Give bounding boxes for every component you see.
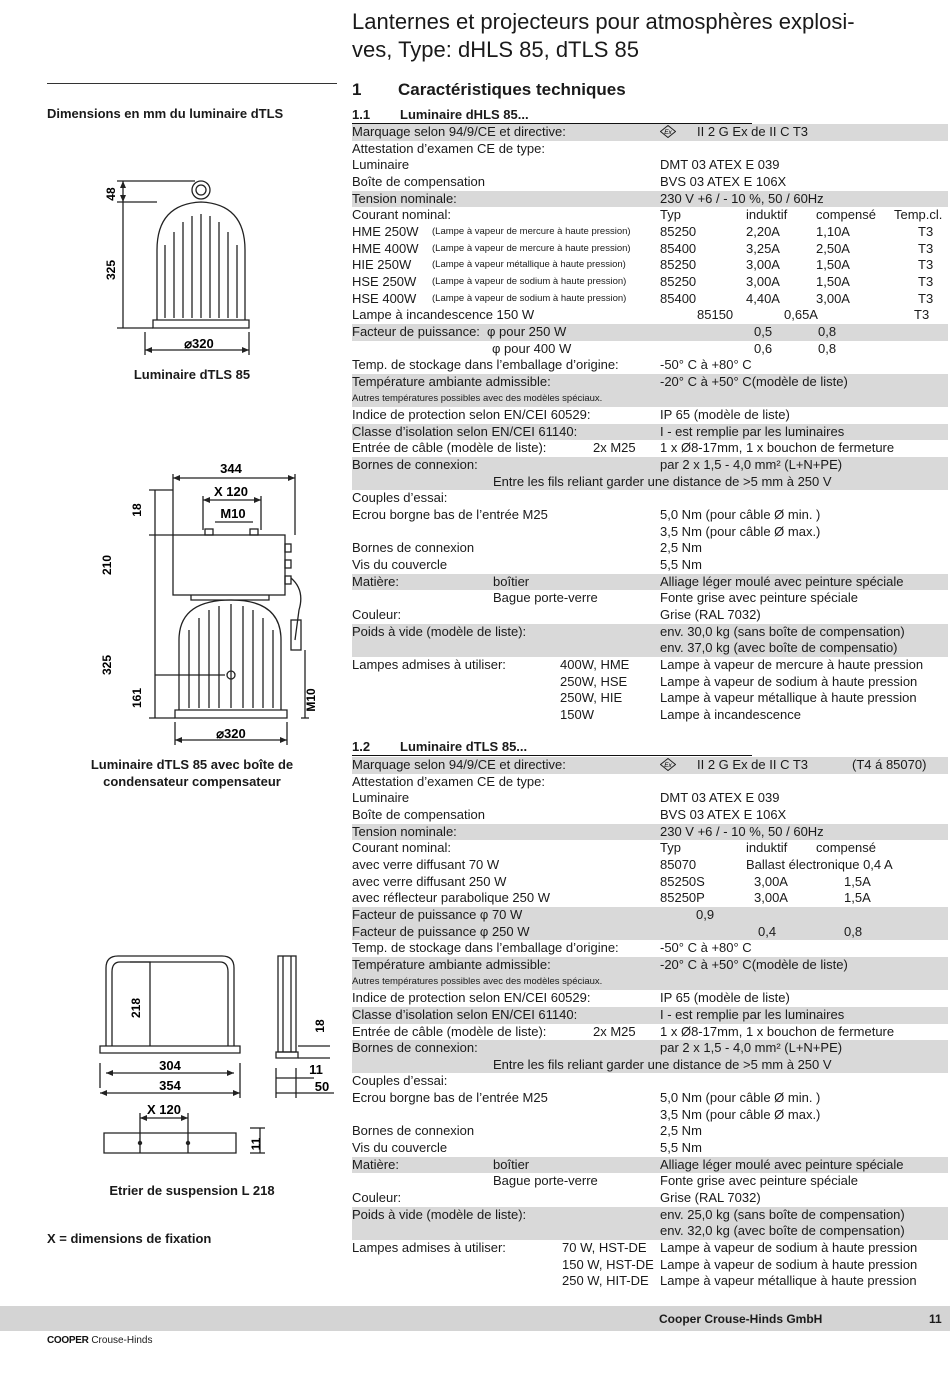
spec-cell: Facteur de puissance φ 70 W: [352, 906, 523, 922]
spec-row: [352, 857, 948, 874]
fig3-dim-304: 304: [159, 1058, 181, 1073]
spec-cell: Entrée de câble (modèle de liste):: [352, 1023, 547, 1039]
fig2-dim-161: 161: [130, 687, 144, 709]
spec-row: [352, 391, 948, 408]
spec-cell: -50° C à +80° C: [660, 940, 752, 956]
spec-cell: Bornes de connexion:: [352, 1040, 478, 1056]
spec-cell: 0,5: [754, 323, 773, 339]
spec-row: [352, 1090, 948, 1107]
spec-cell: Autres températures possibles avec des modèles spéciaux.: [352, 975, 603, 987]
spec-row: [352, 657, 948, 674]
fixing-dimensions-note: X = dimensions de fixation: [47, 1231, 212, 1246]
spec-cell: Indice de protection selon EN/CEI 60529:: [352, 990, 591, 1006]
spec-cell: -50° C à +80° C: [660, 357, 752, 373]
spec-row: [352, 940, 948, 957]
spec-cell: Attestation d’examen CE de type:: [352, 140, 545, 156]
spec-cell: Fonte grise avec peinture spéciale: [660, 1173, 859, 1189]
spec-cell: Tension nominale:: [352, 190, 457, 206]
fig3-dim-18: 18: [313, 1019, 327, 1033]
spec-cell: Couleur:: [352, 1190, 402, 1206]
spec-row: [352, 1073, 948, 1090]
spec-cell: Typ: [660, 840, 681, 856]
spec-cell: Fonte grise avec peinture spéciale: [660, 590, 859, 606]
spec-cell: Marquage selon 94/9/CE et directive:: [352, 124, 566, 139]
spec-cell: 5,0 Nm (pour câble Ø min. ): [660, 507, 821, 523]
spec-cell: 85250S: [660, 873, 705, 889]
spec-cell: Boîte de compensation: [352, 806, 485, 822]
spec-cell: Lampes admises à utiliser:: [352, 1240, 506, 1256]
fig3-dim-x120: X 120: [147, 1102, 181, 1117]
spec-cell: par 2 x 1,5 - 4,0 mm² (L+N+PE): [660, 1040, 843, 1056]
fig3-dim-11-b: 11: [249, 1137, 263, 1151]
spec-cell: II 2 G Ex de II C T3: [697, 124, 809, 139]
spec-cell: 250W, HIE: [560, 690, 623, 706]
figure-suspension-bracket: [90, 948, 340, 1178]
spec-cell: Grise (RAL 7032): [660, 607, 761, 623]
spec-row: [352, 1190, 948, 1207]
spec-cell: BVS 03 ATEX E 106X: [660, 173, 787, 189]
spec-cell: Lampe à incandescence 150 W: [352, 307, 535, 323]
spec-row: [352, 774, 948, 791]
spec-cell: Poids à vide (modèle de liste):: [352, 1206, 527, 1222]
fig2-dim-m10: M10: [220, 506, 246, 521]
spec-cell: 2,5 Nm: [660, 540, 702, 556]
spec-cell: 1,50A: [816, 257, 850, 273]
section-heading: [352, 80, 912, 100]
spec-cell: Couples d’essai:: [352, 1073, 448, 1089]
spec-row: [352, 141, 948, 158]
luminaire-drawing: [95, 160, 265, 360]
spec-cell: env. 25,0 kg (sans boîte de compensation): [660, 1206, 905, 1222]
spec-cell: Lampe à vapeur métallique à haute pression: [660, 1273, 917, 1289]
spec-row: [352, 624, 948, 641]
spec-row: [352, 640, 948, 657]
spec-cell: (Lampe à vapeur de sodium à haute pression): [432, 275, 627, 287]
spec-cell: induktif: [746, 207, 788, 223]
spec-row: [352, 1240, 948, 1257]
logo-bold: COOPER: [47, 1335, 89, 1346]
spec-row: [352, 1140, 948, 1157]
spec-cell: 230 V +6 / - 10 %, 50 / 60Hz: [660, 190, 824, 206]
spec-row: [352, 257, 948, 274]
fig1-caption: Luminaire dTLS 85: [133, 367, 251, 382]
spec-row: [352, 1207, 948, 1224]
spec-cell: Luminaire: [352, 790, 410, 806]
footer-company: Cooper Crouse-Hinds GmbH: [659, 1312, 823, 1326]
spec-row: [352, 124, 948, 141]
subsection-1-1-number: 1.1: [352, 107, 371, 122]
spec-row: [352, 207, 948, 224]
spec-cell: Facteur de puissance:: [352, 323, 480, 339]
spec-row: [352, 440, 948, 457]
spec-row: [352, 241, 948, 258]
spec-cell: 5,5 Nm: [660, 557, 702, 573]
spec-cell: 85070: [660, 856, 697, 872]
spec-cell: 0,4: [758, 923, 777, 939]
spec-cell: I - est remplie par les luminaires: [660, 423, 845, 439]
spec-row: [352, 307, 948, 324]
spec-cell: (Lampe à vapeur de mercure à haute pression): [432, 242, 631, 254]
fig1-dim-320: ⌀320: [184, 336, 214, 351]
ex-mark-icon: [660, 125, 676, 138]
page-title: [352, 8, 932, 64]
spec-table-dtls: [352, 757, 948, 1290]
spec-row: [352, 341, 948, 358]
spec-cell: 400W, HME: [560, 657, 630, 672]
spec-cell: Vis du couvercle: [352, 1140, 448, 1156]
spec-row: [352, 407, 948, 424]
spec-cell: boîtier: [493, 573, 530, 589]
spec-cell: Autres températures possibles avec des modèles spéciaux.: [352, 392, 603, 404]
spec-cell: env. 30,0 kg (sans boîte de compensation): [660, 623, 905, 639]
spec-cell: I - est remplie par les luminaires: [660, 1006, 845, 1022]
spec-cell: T3: [918, 240, 934, 256]
subsection-1-1-title: Luminaire dHLS 85...: [400, 107, 529, 122]
spec-row: [352, 974, 948, 991]
svg-text:Ex: Ex: [664, 762, 672, 769]
spec-cell: Bornes de connexion: [352, 1123, 475, 1139]
spec-cell: 0,8: [818, 323, 837, 339]
spec-row: [352, 840, 948, 857]
spec-cell: 250W, HSE: [560, 673, 628, 689]
spec-row: [352, 507, 948, 524]
svg-text:Ex: Ex: [664, 129, 672, 136]
spec-row: [352, 1273, 948, 1290]
spec-cell: Classe d’isolation selon EN/CEI 61140:: [352, 1006, 578, 1022]
spec-row: [352, 757, 948, 774]
fig3-caption: Etrier de suspension L 218: [109, 1183, 275, 1198]
spec-cell: -20° C à +50° C(modèle de liste): [660, 956, 848, 972]
fig1-dim-48: 48: [104, 187, 118, 201]
spec-cell: 2x M25: [593, 1023, 636, 1039]
spec-row: [352, 424, 948, 441]
spec-cell: 2,5 Nm: [660, 1123, 702, 1139]
spec-row: [352, 291, 948, 308]
spec-cell: HSE 400W: [352, 290, 417, 306]
spec-cell: compensé: [816, 840, 876, 856]
spec-cell: Classe d’isolation selon EN/CEI 61140:: [352, 423, 578, 439]
spec-row: [352, 357, 948, 374]
figure-luminaire-with-box: [95, 460, 335, 750]
spec-cell: T3: [918, 223, 934, 239]
spec-row: [352, 924, 948, 941]
spec-cell: Courant nominal:: [352, 207, 451, 223]
spec-cell: 1 x Ø8-17mm, 1 x bouchon de fermeture: [660, 440, 895, 456]
spec-cell: 5,5 Nm: [660, 1140, 702, 1156]
spec-cell: 85400: [660, 290, 697, 306]
spec-cell: T3: [918, 273, 934, 289]
spec-cell: T3: [914, 307, 930, 323]
spec-cell: Température ambiante admissible:: [352, 956, 551, 972]
fig3-dim-11: 11: [309, 1062, 323, 1077]
subsection-1-1-heading: [352, 107, 752, 124]
ex-mark-icon: [660, 758, 676, 771]
spec-cell: Alliage léger moulé avec peinture spéciale: [660, 573, 904, 589]
spec-cell: DMT 03 ATEX E 039: [660, 790, 780, 806]
spec-cell: (Lampe à vapeur de mercure à haute pression): [432, 225, 631, 237]
spec-cell: induktif: [746, 840, 788, 856]
spec-cell: 5,0 Nm (pour câble Ø min. ): [660, 1090, 821, 1106]
spec-cell: HME 250W: [352, 223, 419, 239]
spec-cell: Facteur de puissance φ 250 W: [352, 923, 530, 939]
spec-cell: 0,8: [844, 923, 863, 939]
spec-cell: 3,5 Nm (pour câble Ø max.): [660, 1106, 821, 1122]
spec-row: [352, 907, 948, 924]
spec-cell: 70 W, HST-DE: [562, 1240, 647, 1256]
spec-row: [352, 807, 948, 824]
spec-row: [352, 1024, 948, 1041]
spec-row: [352, 824, 948, 841]
spec-row: [352, 674, 948, 691]
spec-cell: φ pour 400 W: [492, 340, 572, 356]
spec-cell: Temp. de stockage dans l’emballage d’origine:: [352, 357, 619, 373]
spec-row: [352, 1040, 948, 1057]
fig2-dim-320: ⌀320: [216, 726, 246, 741]
spec-cell: Tension nominale:: [352, 823, 457, 839]
spec-cell: Lampe à vapeur de mercure à haute pression: [660, 657, 924, 672]
spec-row: [352, 474, 948, 491]
spec-row: [352, 490, 948, 507]
spec-cell: par 2 x 1,5 - 4,0 mm² (L+N+PE): [660, 457, 843, 473]
spec-cell: Lampe à vapeur de sodium à haute pression: [660, 1240, 918, 1256]
spec-cell: Ecrou borgne bas de l’entrée M25: [352, 1090, 548, 1106]
spec-cell: avec verre diffusant 250 W: [352, 873, 507, 889]
fig2-caption: [47, 756, 337, 790]
spec-row: [352, 1057, 948, 1074]
luminaire-box-drawing: [95, 460, 335, 750]
spec-row: [352, 374, 948, 391]
spec-row: [352, 1257, 948, 1274]
spec-cell: 85150: [697, 307, 734, 323]
spec-cell: 3,00A: [746, 257, 780, 273]
spec-cell: Matière:: [352, 1156, 399, 1172]
spec-cell: boîtier: [493, 1156, 530, 1172]
subsection-1-2-number: 1.2: [352, 739, 371, 754]
spec-cell: HIE 250W: [352, 257, 412, 273]
spec-cell: Attestation d’examen CE de type:: [352, 773, 545, 789]
spec-cell: 1,5A: [844, 873, 871, 889]
fig3-dim-50: 50: [314, 1079, 330, 1094]
spec-cell: Couleur:: [352, 607, 402, 623]
spec-cell: Couples d’essai:: [352, 490, 448, 506]
spec-cell: T3: [918, 257, 934, 273]
fig3-dim-354: 354: [159, 1078, 181, 1093]
spec-cell: Grise (RAL 7032): [660, 1190, 761, 1206]
spec-cell: HSE 250W: [352, 273, 417, 289]
spec-cell: avec réflecteur parabolique 250 W: [352, 890, 551, 906]
spec-cell: Lampe à vapeur métallique à haute pression: [660, 690, 917, 706]
company-logo: [47, 1335, 152, 1346]
spec-cell: Courant nominal:: [352, 840, 451, 856]
fig2-caption-line-2: condensateur compensateur: [103, 774, 281, 789]
spec-row: [352, 540, 948, 557]
ex-mark: [660, 124, 676, 141]
spec-cell: avec verre diffusant 70 W: [352, 856, 500, 872]
spec-cell: Entre les fils reliant garder une distance de >5 mm à 250 V: [493, 473, 832, 489]
spec-row: [352, 690, 948, 707]
spec-row: [352, 557, 948, 574]
spec-cell: 1,10A: [816, 223, 850, 239]
spec-cell: Bornes de connexion: [352, 540, 475, 556]
spec-cell: 2,20A: [746, 223, 780, 239]
spec-cell: 85400: [660, 240, 697, 256]
spec-cell: (Lampe à vapeur métallique à haute pression): [432, 259, 626, 271]
spec-row: [352, 707, 948, 724]
spec-row: [352, 1123, 948, 1140]
section-number: 1: [352, 80, 362, 99]
spec-cell: Bague porte-verre: [493, 1173, 598, 1189]
spec-cell: 3,5 Nm (pour câble Ø max.): [660, 523, 821, 539]
spec-row: [352, 1107, 948, 1124]
fig2-dim-344: 344: [220, 461, 242, 476]
spec-cell: (T4 á 85070): [852, 757, 927, 772]
spec-row: [352, 590, 948, 607]
spec-row: [352, 324, 948, 341]
spec-cell: 150W: [560, 706, 594, 722]
spec-cell: 0,65A: [784, 307, 818, 323]
spec-cell: Marquage selon 94/9/CE et directive:: [352, 757, 566, 772]
section-title: Caractéristiques techniques: [398, 80, 626, 99]
spec-cell: II 2 G Ex de II C T3: [697, 757, 809, 772]
fig3-dim-218: 218: [129, 997, 143, 1019]
spec-row: [352, 524, 948, 541]
logo-rest: Crouse-Hinds: [88, 1335, 153, 1346]
spec-cell: Temp. de stockage dans l’emballage d’origine:: [352, 940, 619, 956]
spec-cell: 3,00A: [754, 890, 788, 906]
spec-cell: DMT 03 ATEX E 039: [660, 157, 780, 173]
spec-cell: 85250: [660, 257, 697, 273]
spec-cell: Lampe à vapeur de sodium à haute pression: [660, 1256, 918, 1272]
spec-cell: 230 V +6 / - 10 %, 50 / 60Hz: [660, 823, 824, 839]
spec-cell: Poids à vide (modèle de liste):: [352, 623, 527, 639]
spec-cell: 2x M25: [593, 440, 636, 456]
spec-cell: 1 x Ø8-17mm, 1 x bouchon de fermeture: [660, 1023, 895, 1039]
spec-cell: Lampes admises à utiliser:: [352, 657, 506, 672]
spec-cell: Bornes de connexion:: [352, 457, 478, 473]
spec-cell: Ecrou borgne bas de l’entrée M25: [352, 507, 548, 523]
spec-row: [352, 1157, 948, 1174]
spec-cell: Boîte de compensation: [352, 173, 485, 189]
spec-row: [352, 274, 948, 291]
spec-cell: 85250: [660, 223, 697, 239]
spec-cell: 85250P: [660, 890, 705, 906]
spec-cell: 3,00A: [816, 290, 850, 306]
spec-cell: -20° C à +50° C(modèle de liste): [660, 373, 848, 389]
spec-cell: Ballast électronique 0,4 A: [746, 856, 893, 872]
spec-row: [352, 174, 948, 191]
figure-luminaire-dtls: [95, 160, 265, 360]
spec-cell: Temp.cl.: [894, 207, 943, 223]
spec-row: [352, 1173, 948, 1190]
spec-cell: env. 37,0 kg (avec boîte de compensatio): [660, 640, 898, 656]
spec-cell: compensé: [816, 207, 876, 223]
spec-cell: T3: [918, 290, 934, 306]
fig2-dim-210: 210: [100, 554, 114, 576]
spec-cell: Lampe à incandescence: [660, 706, 801, 722]
spec-cell: 150 W, HST-DE: [562, 1256, 654, 1272]
spec-row: [352, 224, 948, 241]
fig2-dim-325: 325: [100, 654, 114, 676]
ex-mark: [660, 757, 676, 774]
spec-row: [352, 890, 948, 907]
spec-row: [352, 157, 948, 174]
fig2-dim-x120: X 120: [214, 484, 248, 499]
spec-cell: 0,6: [754, 340, 773, 356]
spec-cell: Lampe à vapeur de sodium à haute pression: [660, 673, 918, 689]
spec-cell: Indice de protection selon EN/CEI 60529:: [352, 407, 591, 423]
subsection-1-2-title: Luminaire dTLS 85...: [400, 739, 528, 754]
spec-cell: 1,5A: [844, 890, 871, 906]
page-number: 11: [929, 1312, 942, 1326]
spec-row: [352, 574, 948, 591]
left-rule: [47, 83, 337, 84]
spec-row: [352, 990, 948, 1007]
spec-cell: φ pour 250 W: [487, 323, 567, 339]
spec-row: [352, 191, 948, 208]
spec-row: [352, 874, 948, 891]
bracket-drawing: [90, 948, 340, 1178]
spec-cell: Bague porte-verre: [493, 590, 598, 606]
spec-row: [352, 790, 948, 807]
spec-cell: Luminaire: [352, 157, 410, 173]
spec-cell: Température ambiante admissible:: [352, 373, 551, 389]
spec-cell: Vis du couvercle: [352, 557, 448, 573]
spec-cell: Alliage léger moulé avec peinture spéciale: [660, 1156, 904, 1172]
spec-cell: Entrée de câble (modèle de liste):: [352, 440, 547, 456]
page-title-line-2: ves, Type: dHLS 85, dTLS 85: [352, 37, 639, 62]
spec-row: [352, 457, 948, 474]
spec-cell: 1,50A: [816, 273, 850, 289]
spec-row: [352, 1223, 948, 1240]
spec-cell: Matière:: [352, 573, 399, 589]
spec-cell: 0,9: [696, 906, 715, 922]
spec-row: [352, 607, 948, 624]
spec-cell: 250 W, HIT-DE: [562, 1273, 649, 1289]
spec-cell: IP 65 (modèle de liste): [660, 990, 790, 1006]
spec-cell: (Lampe à vapeur de sodium à haute pression): [432, 292, 627, 304]
spec-cell: 3,00A: [754, 873, 788, 889]
fig2-caption-line-1: Luminaire dTLS 85 avec boîte de: [90, 757, 294, 772]
spec-cell: env. 32,0 kg (avec boîte de compensation): [660, 1223, 905, 1239]
spec-cell: 0,8: [818, 340, 837, 356]
spec-cell: 2,50A: [816, 240, 850, 256]
spec-row: [352, 1007, 948, 1024]
spec-cell: HME 400W: [352, 240, 419, 256]
fig1-dim-325: 325: [104, 259, 118, 281]
spec-cell: IP 65 (modèle de liste): [660, 407, 790, 423]
fig2-dim-18: 18: [130, 503, 144, 517]
spec-cell: Entre les fils reliant garder une distance de >5 mm à 250 V: [493, 1056, 832, 1072]
spec-cell: Typ: [660, 207, 681, 223]
spec-table-dhls: [352, 124, 948, 724]
spec-cell: 85250: [660, 273, 697, 289]
subsection-1-2-heading: [352, 739, 752, 756]
spec-row: [352, 957, 948, 974]
left-heading: Dimensions en mm du luminaire dTLS: [47, 106, 284, 121]
spec-cell: BVS 03 ATEX E 106X: [660, 806, 787, 822]
spec-cell: 3,25A: [746, 240, 780, 256]
spec-cell: 4,40A: [746, 290, 780, 306]
spec-cell: 3,00A: [746, 273, 780, 289]
page-title-line-1: Lanternes et projecteurs pour atmosphères explosi-: [352, 9, 855, 34]
fig2-dim-m10-side: M10: [304, 688, 318, 712]
